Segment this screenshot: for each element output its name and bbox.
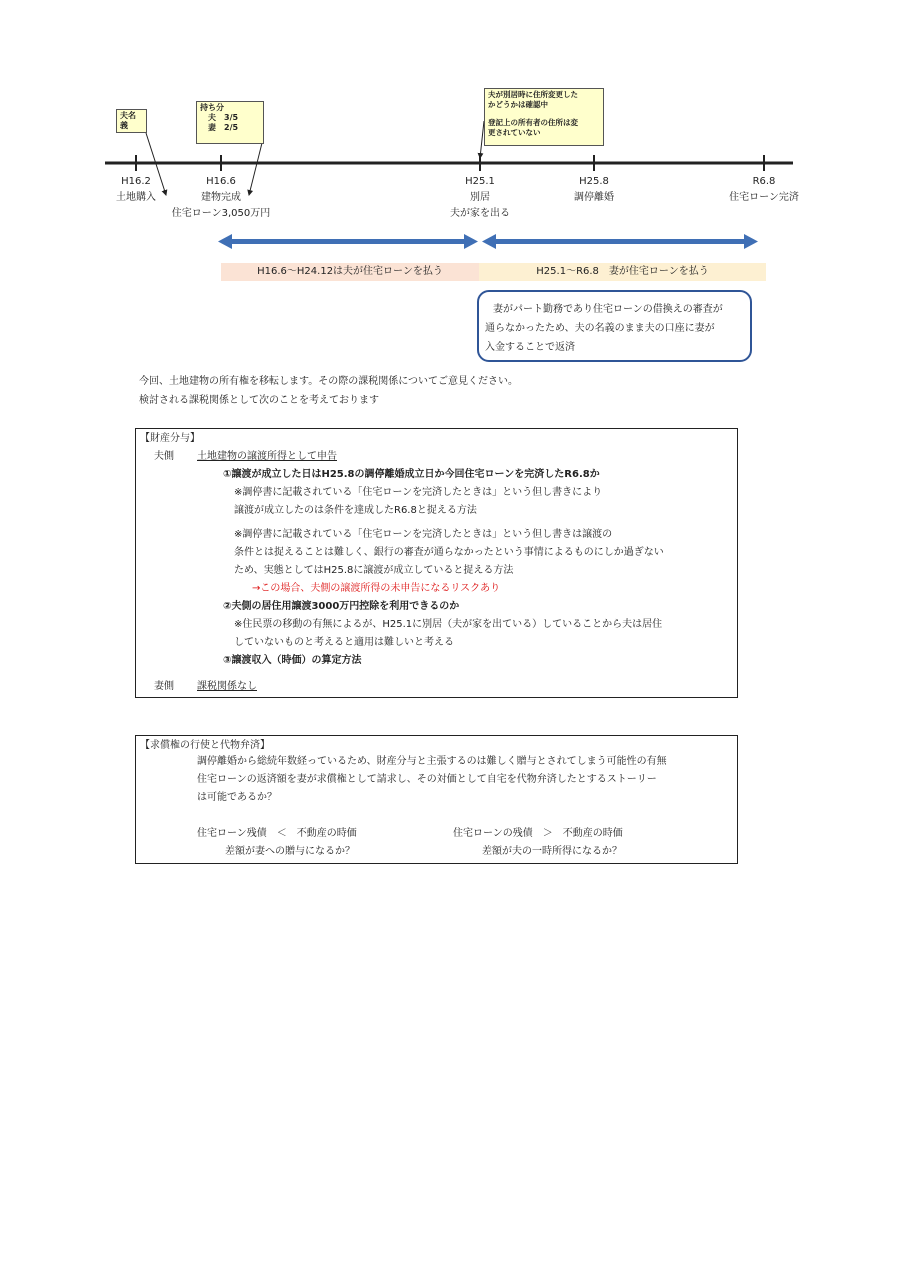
share-wife: 妻 2/5 [208,123,239,132]
husband-item: 土地建物の譲渡所得として申告 [197,451,337,462]
husband-label: 夫側 [154,451,174,462]
point-h16-2 [106,174,166,206]
point-date: H16.6 [206,176,236,187]
address-line3: 登記上の所有者の住所は変 [488,118,578,127]
point-date: H16.2 [121,176,151,187]
note-line2: 通らなかったため、夫の名義のまま夫の口座に妻が [485,323,715,334]
arrow-wife-period [482,234,758,249]
right-question: 差額が夫の一時所得になるか？ [482,846,622,857]
arrow-husband-period [218,234,478,249]
point-event: 住宅ローン完済 [729,192,799,203]
left-question: 差額が妻への贈与になるか？ [225,846,355,857]
q2-note-line1: ※住民票の移動の有無によるが、H25.1に別居（夫が家を出ている）していることから夫は居住 [234,619,663,630]
point-h16-6 [171,174,271,222]
note-box [477,290,752,362]
point-date: H25.8 [579,176,609,187]
section-header: 【求償権の行使と代物弁済】 [140,740,270,751]
point-event: 別居 [470,192,490,203]
right-comparison: 住宅ローンの残債 ＞ 不動産の時価 [453,828,623,839]
callout-address [484,88,604,146]
claim-line3: は可能であるか？ [197,792,277,803]
claim-line1: 調停離婚から総続年数経っているため、財産分与と主張するのは難しく贈与とされてしまう可能性の有無 [197,756,667,767]
q1-note2-line1: ※調停書に記載されている「住宅ローンを完済したときは」という但し書きは譲渡の [234,529,613,540]
intro-line2: 検討される課税関係として次のことを考えております [139,395,379,406]
callout-husband-name-text: 夫名義 [120,111,136,130]
point-event: 調停離婚 [574,192,614,203]
point-r6-8 [724,174,804,206]
point-h25-8 [554,174,634,206]
share-husband: 夫 3/5 [208,113,239,122]
band-husband-payment: H16.6～H24.12は夫が住宅ローンを払う [221,263,479,281]
q1-note1-line1: ※調停書に記載されている「住宅ローンを完済したときは」という但し書きにより [234,487,603,498]
q2-note-line2: していないものと考えると適用は難しいと考える [234,637,454,648]
question-3: ③譲渡収入（時価）の算定方法 [223,655,362,666]
callout-share [196,101,264,144]
note-line1: 妻がパート勤務であり住宅ローンの借換えの審査が [493,304,723,315]
wife-item: 課税関係なし [197,681,257,692]
note-line3: 入金することで返済 [485,342,575,353]
q1-risk: →この場合、夫側の譲渡所得の未申告になるリスクあり [252,583,501,594]
property-division-section [135,428,738,698]
address-line2: かどうかは確認中 [488,100,548,109]
claim-section [135,735,738,864]
question-2: ②夫側の居住用譲渡3000万円控除を利用できるのか [223,601,460,612]
q1-note1-line2: 譲渡が成立したのは条件を達成したR6.8と捉える方法 [234,505,477,516]
wife-label: 妻側 [154,681,174,692]
point-event-detail: 住宅ローン3,050万円 [171,208,271,219]
point-event-detail: 夫が家を出る [450,208,510,219]
point-h25-1 [440,174,520,222]
point-event: 建物完成 [201,192,241,203]
left-comparison: 住宅ローン残債 ＜ 不動産の時価 [197,828,357,839]
timeline-graphics [0,0,905,300]
point-event: 土地購入 [116,192,156,203]
intro-line1: 今回、土地建物の所有権を移転します。その際の課税関係についてご意見ください。 [139,376,518,387]
share-title: 持ち分 [200,103,224,112]
q1-note2-line3: ため、実態としてはH25.8に譲渡が成立していると捉える方法 [234,565,514,576]
address-line4: 更されていない [488,128,541,137]
q1-note2-line2: 条件とは捉えることは難しく、銀行の審査が通らなかったという事情によるものにしか過ぎない [234,547,664,558]
band-wife-payment: H25.1～R6.8 妻が住宅ローンを払う [479,263,766,281]
section-header: 【財産分与】 [140,433,200,444]
point-date: R6.8 [752,176,776,187]
point-date: H25.1 [465,176,495,187]
question-1: ①譲渡が成立した日はH25.8の調停離婚成立日か今回住宅ローンを完済したR6.8か [223,469,600,480]
callout-husband-name [116,109,147,133]
address-line1: 夫が別居時に住所変更した [488,90,578,99]
claim-line2: 住宅ローンの返済額を妻が求償権として請求し、その対価として自宅を代物弁済したとするストーリー [197,774,657,785]
